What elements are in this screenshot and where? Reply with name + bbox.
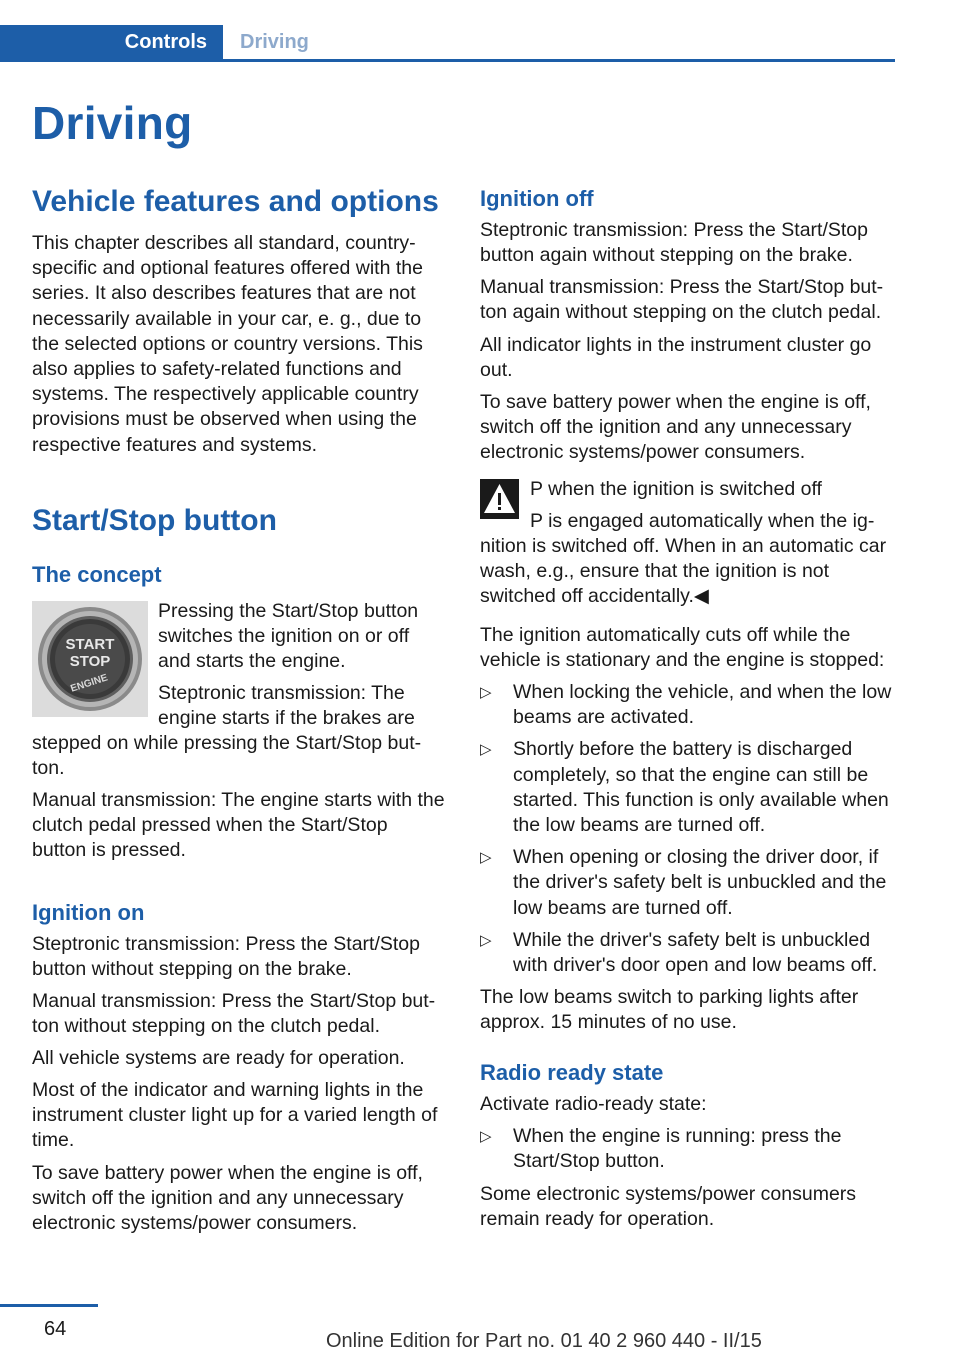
- list-item: ▷ When opening or closing the driver door, if the driver's safety belt is unbuckled and the low beams are turned off.: [480, 846, 887, 919]
- button-label-stop: STOP: [69, 653, 111, 670]
- concept-text-3: Manual transmission: The engine starts with the clutch pedal pressed when the Start/Stop button is pressed.: [32, 789, 445, 862]
- radio-text-2: Some electronic systems/power consumers remain ready for operation.: [480, 1183, 857, 1231]
- bullet-triangle-icon: ▷: [480, 931, 492, 949]
- subtitle-radio-ready: Radio ready state: [480, 1060, 664, 1085]
- footer-rule: [0, 1304, 98, 1307]
- warning-text-2: nition is switched off. When in an automatic car wash, e.g., ensure that the ignition is not switched off accidentally.◀: [480, 535, 887, 608]
- concept-text-2b: stepped on while pressing the Start/Stop but‐ton.: [32, 732, 422, 780]
- warning-icon: [480, 479, 519, 519]
- warning-text-1: P is engaged automatically when the ig‐: [530, 510, 875, 532]
- bullet-triangle-icon: ▷: [480, 849, 492, 867]
- bullet-triangle-icon: ▷: [480, 741, 492, 759]
- subtitle-ignition-off: Ignition off: [480, 186, 594, 211]
- low-beams-text: The low beams switch to parking lights after approx. 15 minutes of no use.: [480, 986, 859, 1034]
- radio-list: [480, 1124, 896, 1181]
- subtitle-ignition-on: Ignition on: [32, 900, 145, 925]
- radio-text-1: Activate radio-ready state:: [480, 1093, 707, 1115]
- section-title-start-stop: Start/Stop button: [32, 504, 277, 537]
- section-title-vehicle-features: Vehicle features and options: [32, 185, 439, 218]
- chapter-tab-controls[interactable]: Controls: [0, 25, 223, 62]
- list-item: ▷ When the engine is running: press the Start/Stop button.: [480, 1125, 842, 1173]
- button-label-start: START: [65, 636, 115, 653]
- section-tab-driving[interactable]: Driving: [240, 31, 309, 53]
- page-number: 64: [44, 1318, 67, 1340]
- bullet-triangle-icon: ▷: [480, 1128, 492, 1145]
- edition-text: Online Edition for Part no. 01 40 2 960 440 - II/15: [326, 1330, 762, 1352]
- concept-text-2a: Steptronic transmission: The engine starts if the brakes are: [158, 682, 415, 730]
- page-title: Driving: [32, 97, 193, 149]
- ignition-on-text-4: Most of the indicator and warning lights in the instrument cluster light up for a varied length of time.: [32, 1079, 438, 1152]
- ignition-off-text-1: Steptronic transmission: Press the Start/Stop button again without stepping on the brake.: [480, 219, 869, 267]
- vehicle-features-text: This chapter describes all standard, country-specific and optional features offered with the series. It also describes features that are not necessarily available in your car, e. g., due to the selected options or country versions. This also applies to safety-related functions and systems. The respectively applicable country provisions must be observed when using the respective features and systems.: [32, 232, 423, 456]
- ignition-on-text-2: Manual transmission: Press the Start/Stop but‐ton without stepping on the clutch pedal.: [32, 990, 436, 1038]
- button-label-engine: ENGINE: [69, 672, 110, 695]
- ignition-off-text-3: All indicator lights in the instrument cluster go out.: [480, 334, 872, 382]
- ignition-on-text-5: To save battery power when the engine is off, switch off the ignition and any unnecessary electronic systems/power consumers.: [32, 1162, 423, 1235]
- ignition-on-text-3: All vehicle systems are ready for operation.: [32, 1047, 405, 1069]
- auto-off-text: The ignition automatically cuts off while the vehicle is stationary and the engine is stopped:: [480, 624, 885, 672]
- ignition-off-text-4: To save battery power when the engine is off, switch off the ignition and any unnecessary electronic systems/power consumers.: [480, 391, 871, 464]
- ignition-off-text-2: Manual transmission: Press the Start/Stop but‐ton again without stepping on the clutch pedal.: [480, 276, 884, 324]
- concept-text-1: Pressing the Start/Stop button switches the ignition on or off and starts the engine.: [158, 600, 419, 673]
- header-rule: [0, 59, 895, 62]
- subtitle-the-concept: The concept: [32, 562, 162, 587]
- list-item: ▷ When locking the vehicle, and when the low beams are activated.: [480, 681, 892, 729]
- ignition-on-text-1: Steptronic transmission: Press the Start/Stop button without stepping on the brake.: [32, 933, 421, 981]
- warning-title: P when the ignition is switched off: [530, 478, 822, 500]
- bullet-triangle-icon: ▷: [480, 684, 492, 701]
- auto-off-list: [480, 680, 896, 985]
- list-item: ▷ Shortly before the battery is discharged completely, so that the engine can still be started. This function is only available when the low beams are turned off.: [480, 738, 889, 837]
- list-item: ▷ While the driver's safety belt is unbuckled with driver's door open and low beams off.: [480, 928, 878, 977]
- start-stop-button-icon: [32, 601, 148, 717]
- start-stop-button-image: [32, 601, 148, 717]
